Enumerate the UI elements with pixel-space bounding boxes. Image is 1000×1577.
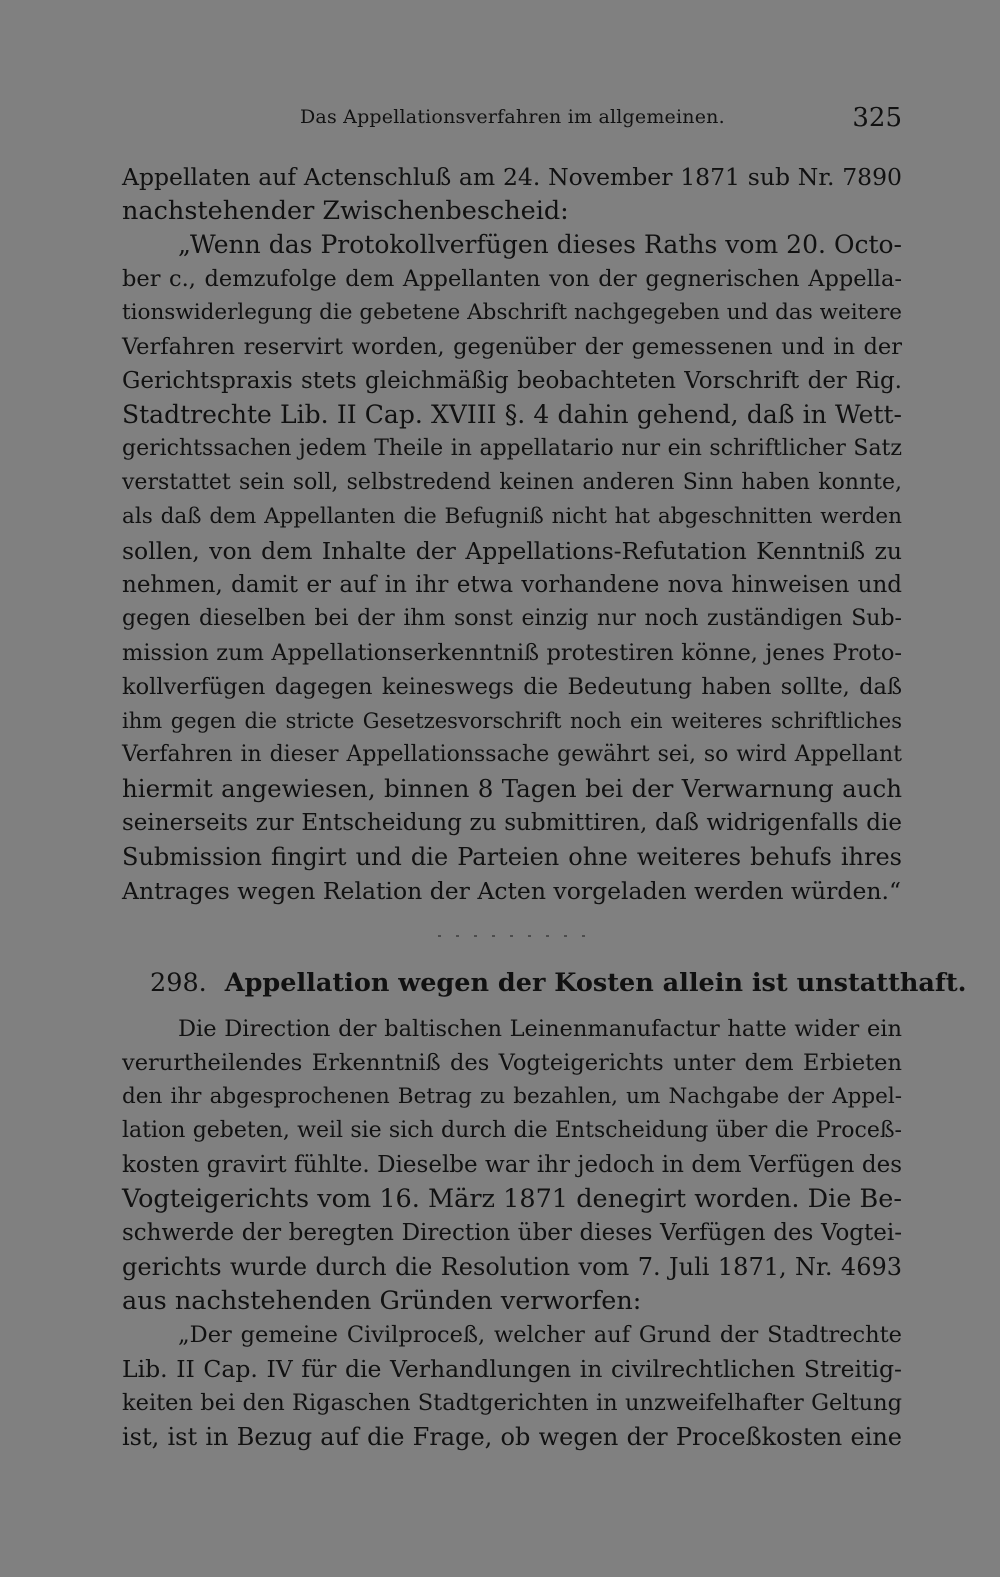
- text-line: sollen, von dem Inhalte der Appellations-Refutation Kenntniß zu: [122, 537, 902, 565]
- text-line: gerichtssachen jedem Theile in appellatario nur ein schriftlicher Satz: [122, 436, 902, 461]
- section-body: [122, 1012, 902, 1454]
- text-line: verurtheilendes Erkenntniß des Vogteigerichts unter dem Erbieten: [122, 1050, 902, 1076]
- text-line: Vogteigerichts vom 16. März 1871 denegirt worden. Die Be-: [122, 1184, 902, 1214]
- text-line: kosten gravirt fühlte. Dieselbe war ihr jedoch in dem Verfügen des: [122, 1152, 902, 1178]
- text-line: als daß dem Appellanten die Befugniß nicht hat abgeschnitten werden: [122, 504, 902, 529]
- text-line: hiermit angewiesen, binnen 8 Tagen bei der Verwarnung auch: [122, 774, 902, 803]
- text-line: Appellaten auf Actenschluß am 24. November 1871 sub Nr. 7890: [122, 163, 902, 191]
- running-title: Das Appellationsverfahren im allgemeinen.: [300, 106, 725, 128]
- section-title: Appellation wegen der Kosten allein ist unstatthaft.: [224, 968, 967, 998]
- text-line: schwerde der beregten Direction über dieses Verfügen des Vogtei-: [122, 1220, 902, 1246]
- text-line: nehmen, damit er auf in ihr etwa vorhandene nova hinweisen und: [122, 572, 902, 598]
- text-line: kollverfügen dagegen keineswegs die Bedeutung haben sollte, daß: [122, 674, 902, 700]
- text-line: verstattet sein soll, selbstredend keinen anderen Sinn haben konnte,: [122, 470, 902, 495]
- text-line: mission zum Appellationserkenntniß protestiren könne, jenes Proto-: [122, 640, 902, 666]
- text-line: lation gebeten, weil sie sich durch die Entscheidung über die Proceß-: [122, 1118, 902, 1143]
- text-line: aus nachstehenden Gründen verworfen:: [122, 1286, 642, 1316]
- text-line: nachstehender Zwischenbescheid:: [122, 196, 569, 226]
- text-line: gegen dieselben bei der ihm sonst einzig nur noch zuständigen Sub-: [122, 606, 902, 631]
- continuation-paragraph: [122, 160, 902, 908]
- text-line: Verfahren reservirt worden, gegenüber der gemessenen und in der: [122, 334, 902, 360]
- text-line: gerichts wurde durch die Resolution vom 7. Juli 1871, Nr. 4693: [122, 1253, 902, 1281]
- section-number: 298.: [150, 968, 207, 998]
- text-line: Gerichtspraxis stets gleichmäßig beobachteten Vorschrift der Rig.: [122, 368, 902, 394]
- text-line: seinerseits zur Entscheidung zu submittiren, daß widrigenfalls die: [122, 810, 902, 836]
- text-line: ber c., demzufolge dem Appellanten von der gegnerischen Appella-: [122, 266, 902, 292]
- text-line: tionswiderlegung die gebetene Abschrift nachgegeben und das weitere: [122, 300, 902, 325]
- text-line: Lib. II Cap. IV für die Verhandlungen in civilrechtlichen Streitig-: [122, 1355, 902, 1383]
- text-line: Die Direction der baltischen Leinenmanufactur hatte wider ein: [178, 1016, 902, 1042]
- text-line: ist, ist in Bezug auf die Frage, ob wegen der Proceßkosten eine: [122, 1423, 902, 1451]
- text-line: ihm gegen die stricte Gesetzesvorschrift noch ein weiteres schriftliches: [122, 709, 902, 733]
- text-line: „Wenn das Protokollverfügen dieses Raths vom 20. Octo-: [178, 230, 902, 259]
- page-number: 325: [852, 103, 902, 133]
- text-line: Stadtrechte Lib. II Cap. XVIII §. 4 dahin gehend, daß in Wett-: [122, 400, 902, 429]
- text-line: Verfahren in dieser Appellationssache gewährt sei, so wird Appellant: [122, 742, 902, 767]
- text-line: keiten bei den Rigaschen Stadtgerichten in unzweifelhafter Geltung: [122, 1390, 902, 1416]
- text-line: „Der gemeine Civilproceß, welcher auf Grund der Stadtrechte: [178, 1322, 902, 1348]
- section-separator: [438, 935, 598, 937]
- text-line: Submission fingirt und die Parteien ohne weiteres behufs ihres: [122, 843, 902, 871]
- text-line: den ihr abgesprochenen Betrag zu bezahlen, um Nachgabe der Appel-: [122, 1084, 902, 1109]
- section-heading: [150, 968, 967, 998]
- text-line: Antrages wegen Relation der Acten vorgeladen werden würden.“: [122, 877, 901, 905]
